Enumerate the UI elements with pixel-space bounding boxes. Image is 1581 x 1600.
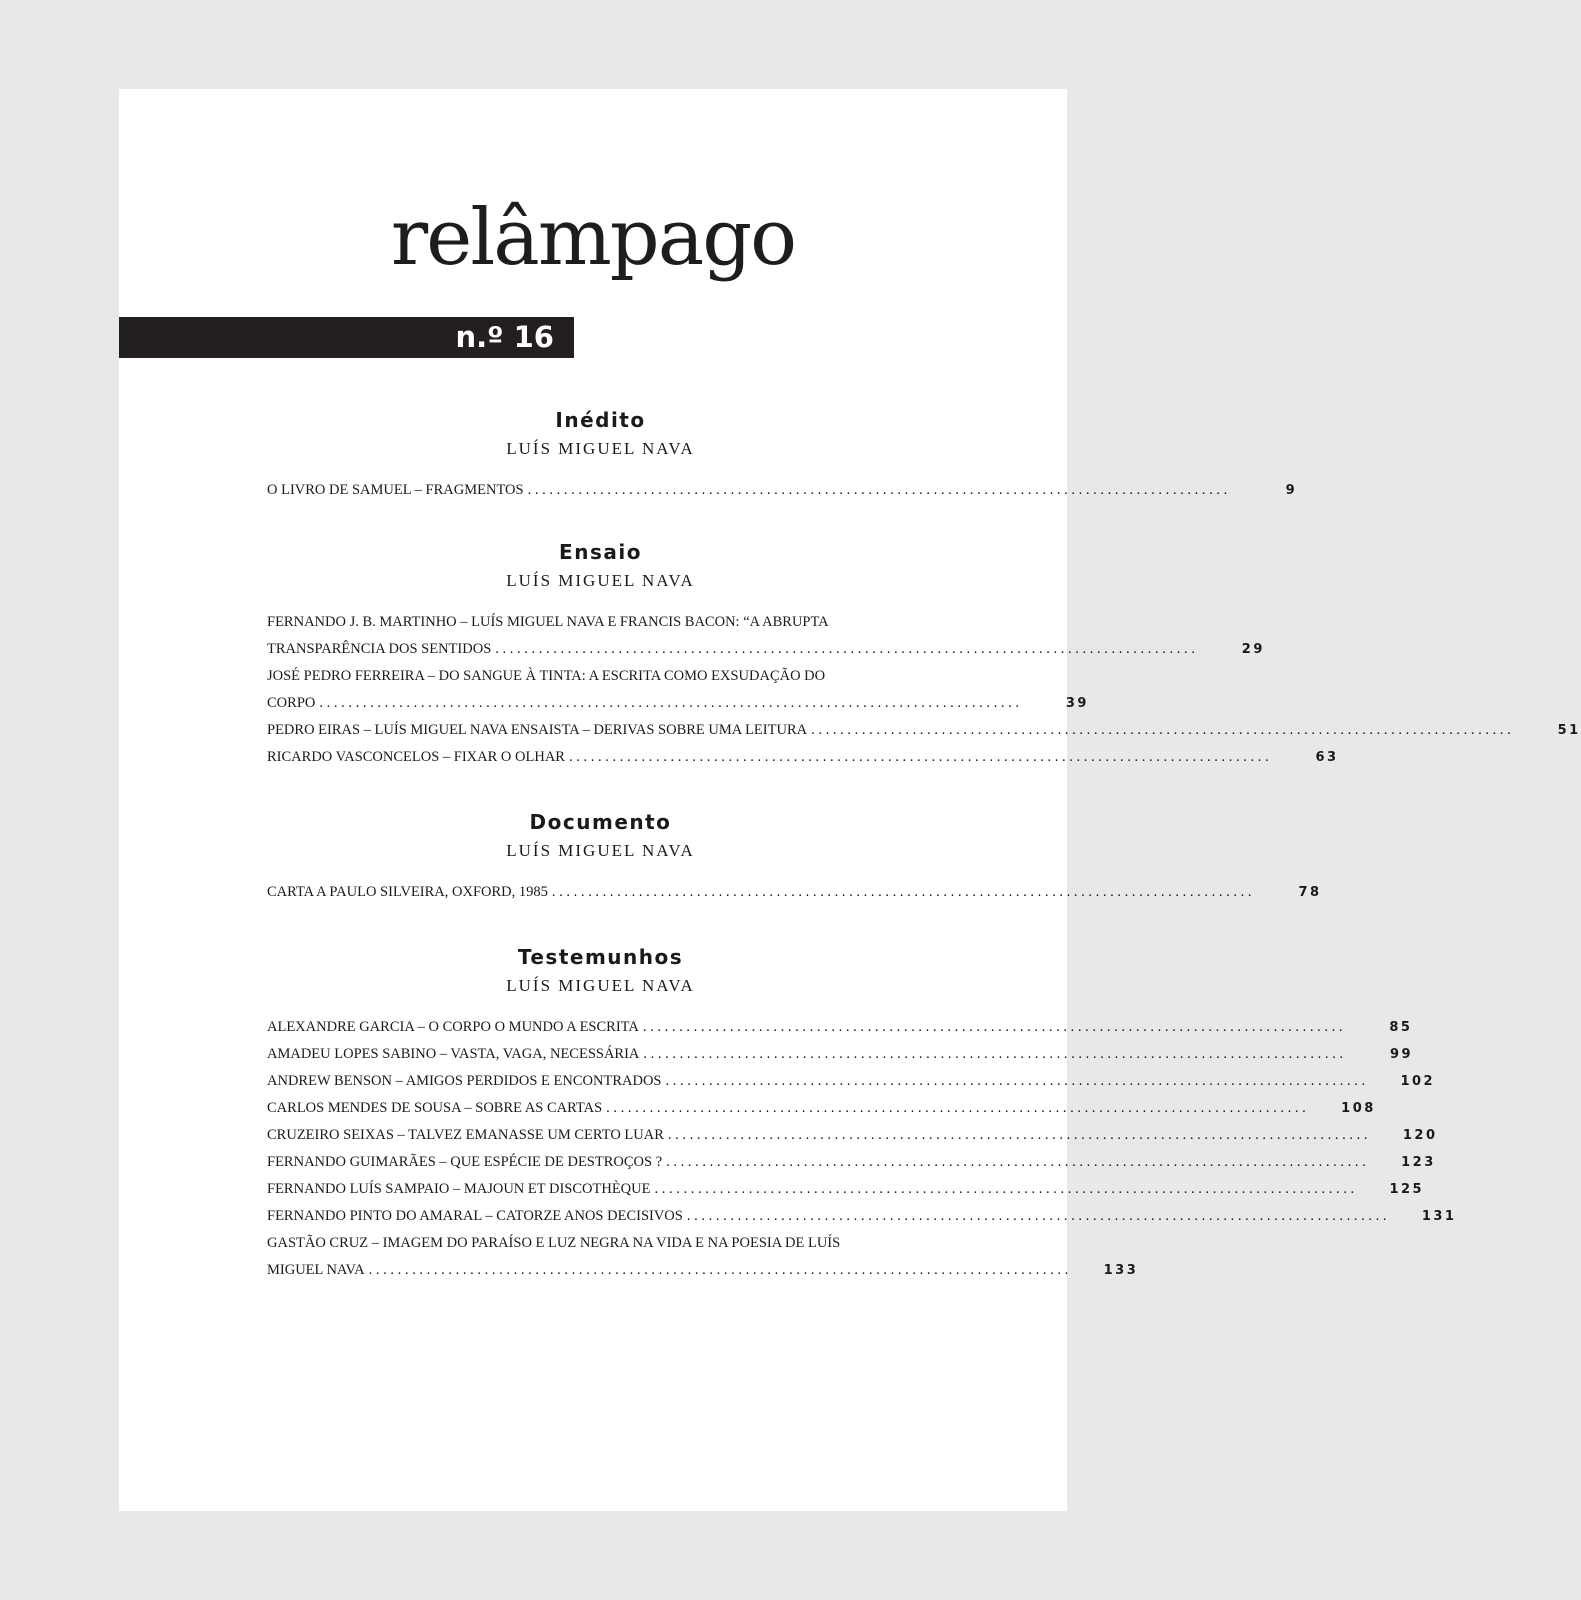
page-sheet [119,89,1581,1511]
dot-leader [524,477,1228,504]
toc-entry-page: 29 [1241,642,1265,657]
toc-entry-title: ALEXANDRE GARCIA – O CORPO O MUNDO A ESCRITA [267,1019,639,1035]
toc-entry[interactable] [267,1203,1457,1230]
toc-entry-page: 123 [1401,1155,1436,1170]
toc-entry[interactable] [267,1041,1414,1068]
dot-leader [602,1095,1306,1122]
section-documento [267,809,1322,906]
dot-leader [683,1203,1387,1230]
toc-entry-title-line1: FERNANDO J. B. MARTINHO – LUÍS MIGUEL NAVA E FRANCIS BACON: “A ABRUPTA [267,614,829,630]
dot-leader [664,1122,1368,1149]
section-author: LUÍS MIGUEL NAVA [506,571,695,590]
toc-list [267,477,1298,504]
section-title: Testemunhos [517,945,684,969]
toc-entry[interactable] [267,717,1581,744]
toc-entry[interactable] [267,1095,1376,1122]
toc-entry-page: 125 [1389,1182,1425,1197]
issue-number: n.º 16 [455,320,554,354]
section-testemunhos [267,944,1457,1284]
dot-leader [365,1257,1069,1284]
toc-entry[interactable] [267,609,1265,663]
toc-entry-title: FERNANDO PINTO DO AMARAL – CATORZE ANOS DECISIVOS [267,1208,683,1224]
toc-entry[interactable] [267,1176,1425,1203]
section-author: LUÍS MIGUEL NAVA [506,439,695,458]
toc-entry-title-line1: GASTÃO CRUZ – IMAGEM DO PARAÍSO E LUZ NEGRA NA VIDA E NA POESIA DE LUÍS [267,1235,841,1251]
toc-entry-title: O LIVRO DE SAMUEL – FRAGMENTOS [267,482,524,498]
toc-entry-page: 131 [1421,1209,1457,1224]
section-author: LUÍS MIGUEL NAVA [506,841,695,860]
toc-list [267,609,1581,771]
toc-entry[interactable] [267,1068,1436,1095]
toc-entry[interactable] [267,663,1089,717]
toc-entry[interactable] [267,477,1298,504]
toc-entry[interactable] [267,1014,1413,1041]
dot-leader [807,717,1511,744]
toc-entry-title: FERNANDO GUIMARÃES – QUE ESPÉCIE DE DESTROÇOS ? [267,1154,663,1170]
toc-entry-page: 78 [1298,885,1322,900]
toc-entry-title: ANDREW BENSON – AMIGOS PERDIDOS E ENCONTRADOS [267,1073,662,1089]
section-title: Documento [529,810,672,834]
toc-entry-page: 63 [1315,750,1339,765]
dot-leader [661,1068,1365,1095]
toc-entry-page: 85 [1389,1020,1413,1035]
section-ensaio [267,539,1581,771]
toc-entry[interactable] [267,879,1322,906]
toc-entry-title: CARTA A PAULO SILVEIRA, OXFORD, 1985 [267,884,548,900]
toc-entry-page: 108 [1341,1101,1376,1116]
toc-list [267,1014,1457,1284]
issue-banner [119,317,574,358]
toc-entry[interactable] [267,1149,1436,1176]
toc-entry-title: CORPO [267,695,316,711]
toc-entry-title: RICARDO VASCONCELOS – FIXAR O OLHAR [267,749,565,765]
section-title: Ensaio [559,540,642,564]
toc-entry-title: TRANSPARÊNCIA DOS SENTIDOS [267,641,492,657]
toc-entry-page: 9 [1285,483,1298,498]
dot-leader [639,1041,1343,1068]
section-title: Inédito [555,408,646,432]
dot-leader [650,1176,1354,1203]
dot-leader [639,1014,1343,1041]
dot-leader [315,690,1019,717]
toc-entry-page: 99 [1389,1047,1414,1062]
toc-entry-title-line1: JOSÉ PEDRO FERREIRA – DO SANGUE À TINTA: A ESCRITA COMO EXSUDAÇÃO DO [267,668,826,684]
toc-entry-page: 120 [1402,1128,1438,1143]
toc-entry-title: AMADEU LOPES SABINO – VASTA, VAGA, NECESSÁRIA [267,1046,640,1062]
toc-entry[interactable] [267,744,1339,771]
section-author: LUÍS MIGUEL NAVA [506,976,695,995]
toc-entry-page: 102 [1400,1074,1436,1089]
dot-leader [662,1149,1366,1176]
journal-logo: relâmpago [390,193,796,283]
toc-entry-title: FERNANDO LUÍS SAMPAIO – MAJOUN ET DISCOTHÈQUE [267,1181,651,1197]
toc-entry-title: PEDRO EIRAS – LUÍS MIGUEL NAVA ENSAISTA – DERIVAS SOBRE UMA LEITURA [267,722,808,738]
toc-entry-page: 133 [1103,1263,1139,1278]
toc-entry-title: CARLOS MENDES DE SOUSA – SOBRE AS CARTAS [267,1100,603,1116]
dot-leader [565,744,1269,771]
toc-entry[interactable] [267,1230,1139,1284]
dot-leader [548,879,1252,906]
toc-entry-page: 39 [1065,696,1089,711]
toc-list [267,879,1322,906]
toc-entry-page: 51 [1557,723,1581,738]
section-inedito [267,407,1298,504]
toc-entry-title: CRUZEIRO SEIXAS – TALVEZ EMANASSE UM CERTO LUAR [267,1127,664,1143]
toc-entry-title: MIGUEL NAVA [267,1262,365,1278]
dot-leader [491,636,1195,663]
toc-entry[interactable] [267,1122,1438,1149]
